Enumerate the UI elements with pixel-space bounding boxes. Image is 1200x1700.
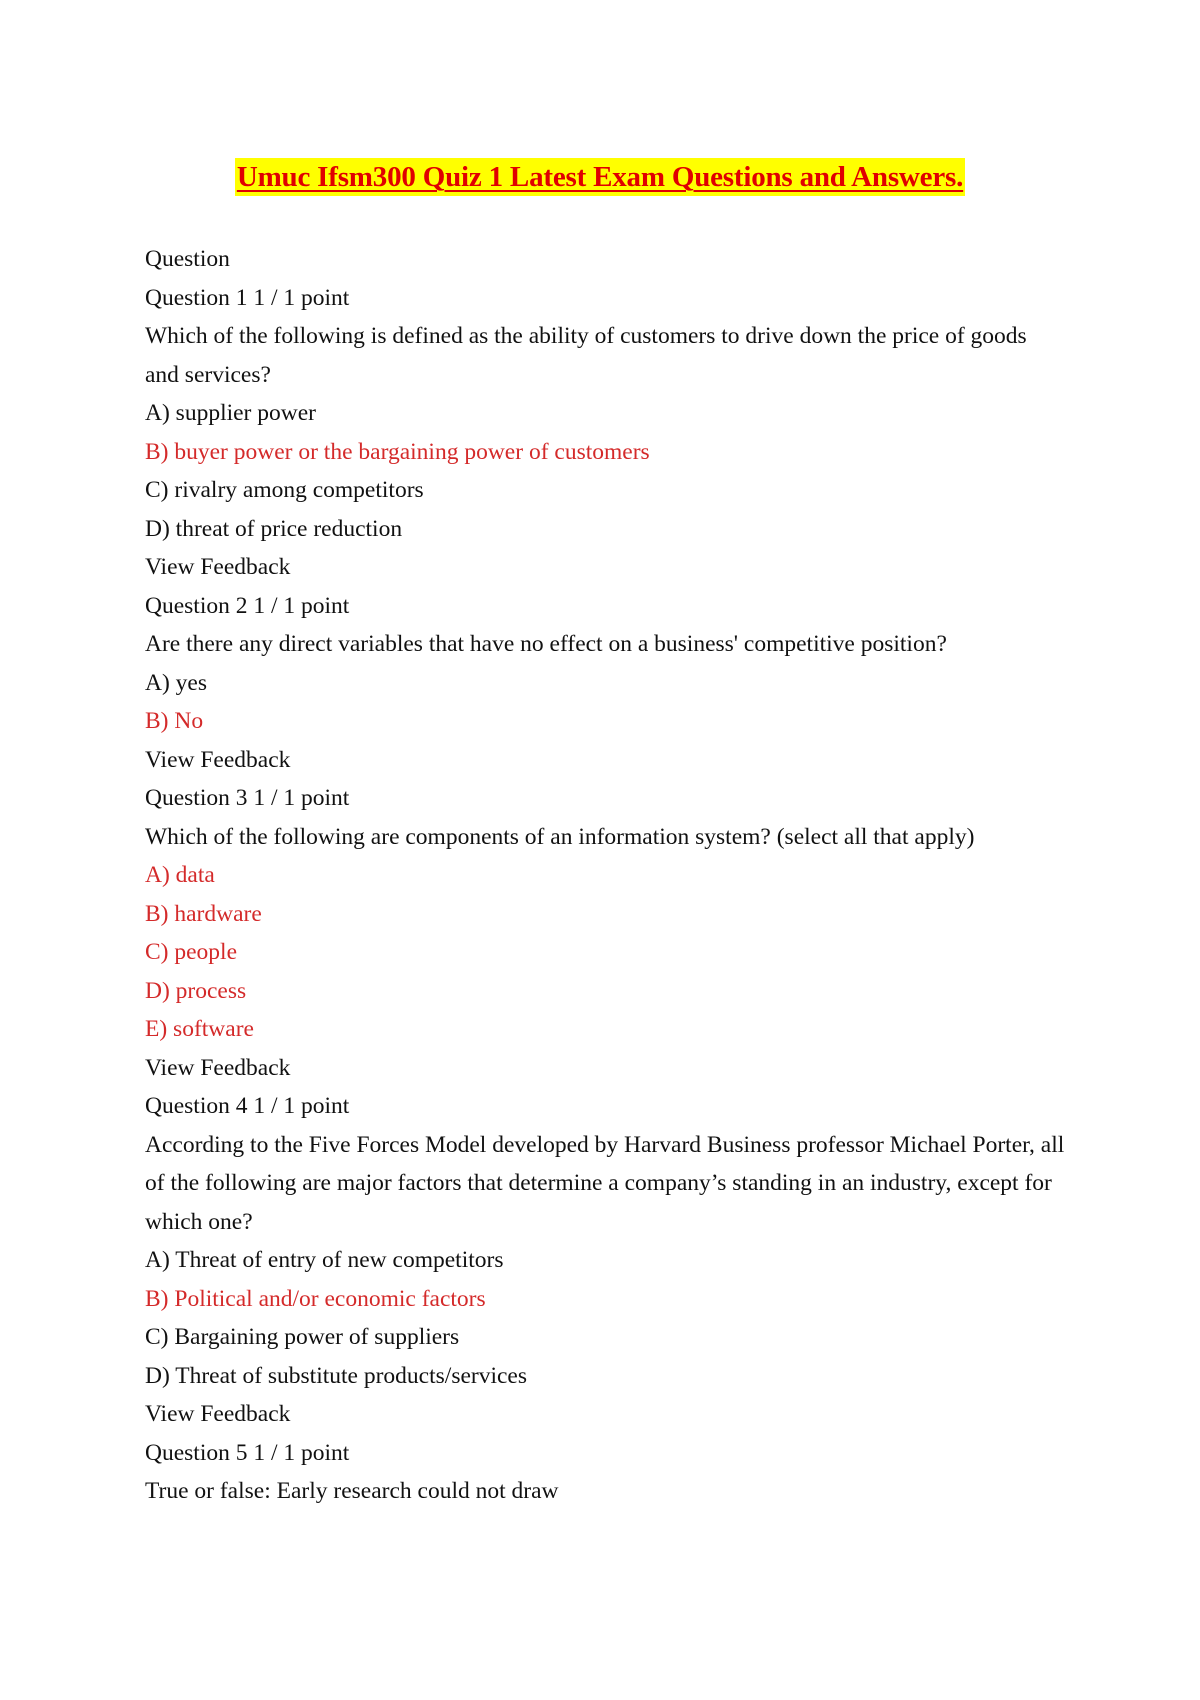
question-header: Question 4 1 / 1 point	[145, 1093, 350, 1119]
question-block	[145, 779, 1065, 1087]
correct-answer-option: B) No	[145, 708, 204, 734]
correct-answer-option: D) process	[145, 977, 247, 1004]
answer-option: D) Threat of substitute products/services	[145, 1362, 528, 1389]
question-header: Question 5 1 / 1 point	[145, 1439, 350, 1466]
title-container	[0, 158, 1200, 196]
question-text: Which of the following are components of an information system? (select all that apply)	[145, 823, 975, 850]
question-text: Are there any direct variables that have no effect on a business' competitive position?	[145, 631, 947, 657]
question-header: Question 2 1 / 1 point	[145, 592, 350, 619]
answer-option: C) rivalry among competitors	[145, 477, 424, 503]
correct-answer-option: E) software	[145, 1016, 254, 1042]
quiz-content	[145, 240, 1065, 1511]
question-block	[145, 1087, 1065, 1434]
answer-option: C) Bargaining power of suppliers	[145, 1324, 460, 1350]
question-header: Question 3 1 / 1 point	[145, 785, 350, 811]
question-text: According to the Five Forces Model developed by Harvard Business professor Michael Porter, all of the following are major factors that determine a company’s standing in an industry, except for which one?	[145, 1131, 1065, 1235]
answer-option: D) threat of price reduction	[145, 515, 403, 542]
answer-option: A) Threat of entry of new competitors	[145, 1247, 504, 1273]
answer-option: A) supplier power	[145, 400, 316, 426]
section-heading: Question	[145, 246, 230, 272]
question-block	[145, 279, 1065, 587]
correct-answer-option: B) buyer power or the bargaining power of customers	[145, 438, 650, 465]
correct-answer-option: B) hardware	[145, 900, 262, 927]
view-feedback-link[interactable]: View Feedback	[145, 1054, 291, 1081]
question-text: True or false: Early research could not draw	[145, 1478, 559, 1504]
answer-option: A) yes	[145, 669, 207, 696]
correct-answer-option: A) data	[145, 862, 215, 888]
correct-answer-option: C) people	[145, 939, 238, 965]
question-block	[145, 587, 1065, 780]
view-feedback-link[interactable]: View Feedback	[145, 554, 291, 580]
view-feedback-link[interactable]: View Feedback	[145, 1401, 291, 1427]
question-header: Question 1 1 / 1 point	[145, 284, 350, 311]
view-feedback-link[interactable]: View Feedback	[145, 746, 291, 773]
correct-answer-option: B) Political and/or economic factors	[145, 1285, 486, 1312]
question-block	[145, 1434, 1065, 1511]
question-text: Which of the following is defined as the ability of customers to drive down the price of goods and services?	[145, 323, 1027, 388]
document-title: Umuc Ifsm300 Quiz 1 Latest Exam Questions and Answers.	[235, 158, 965, 196]
